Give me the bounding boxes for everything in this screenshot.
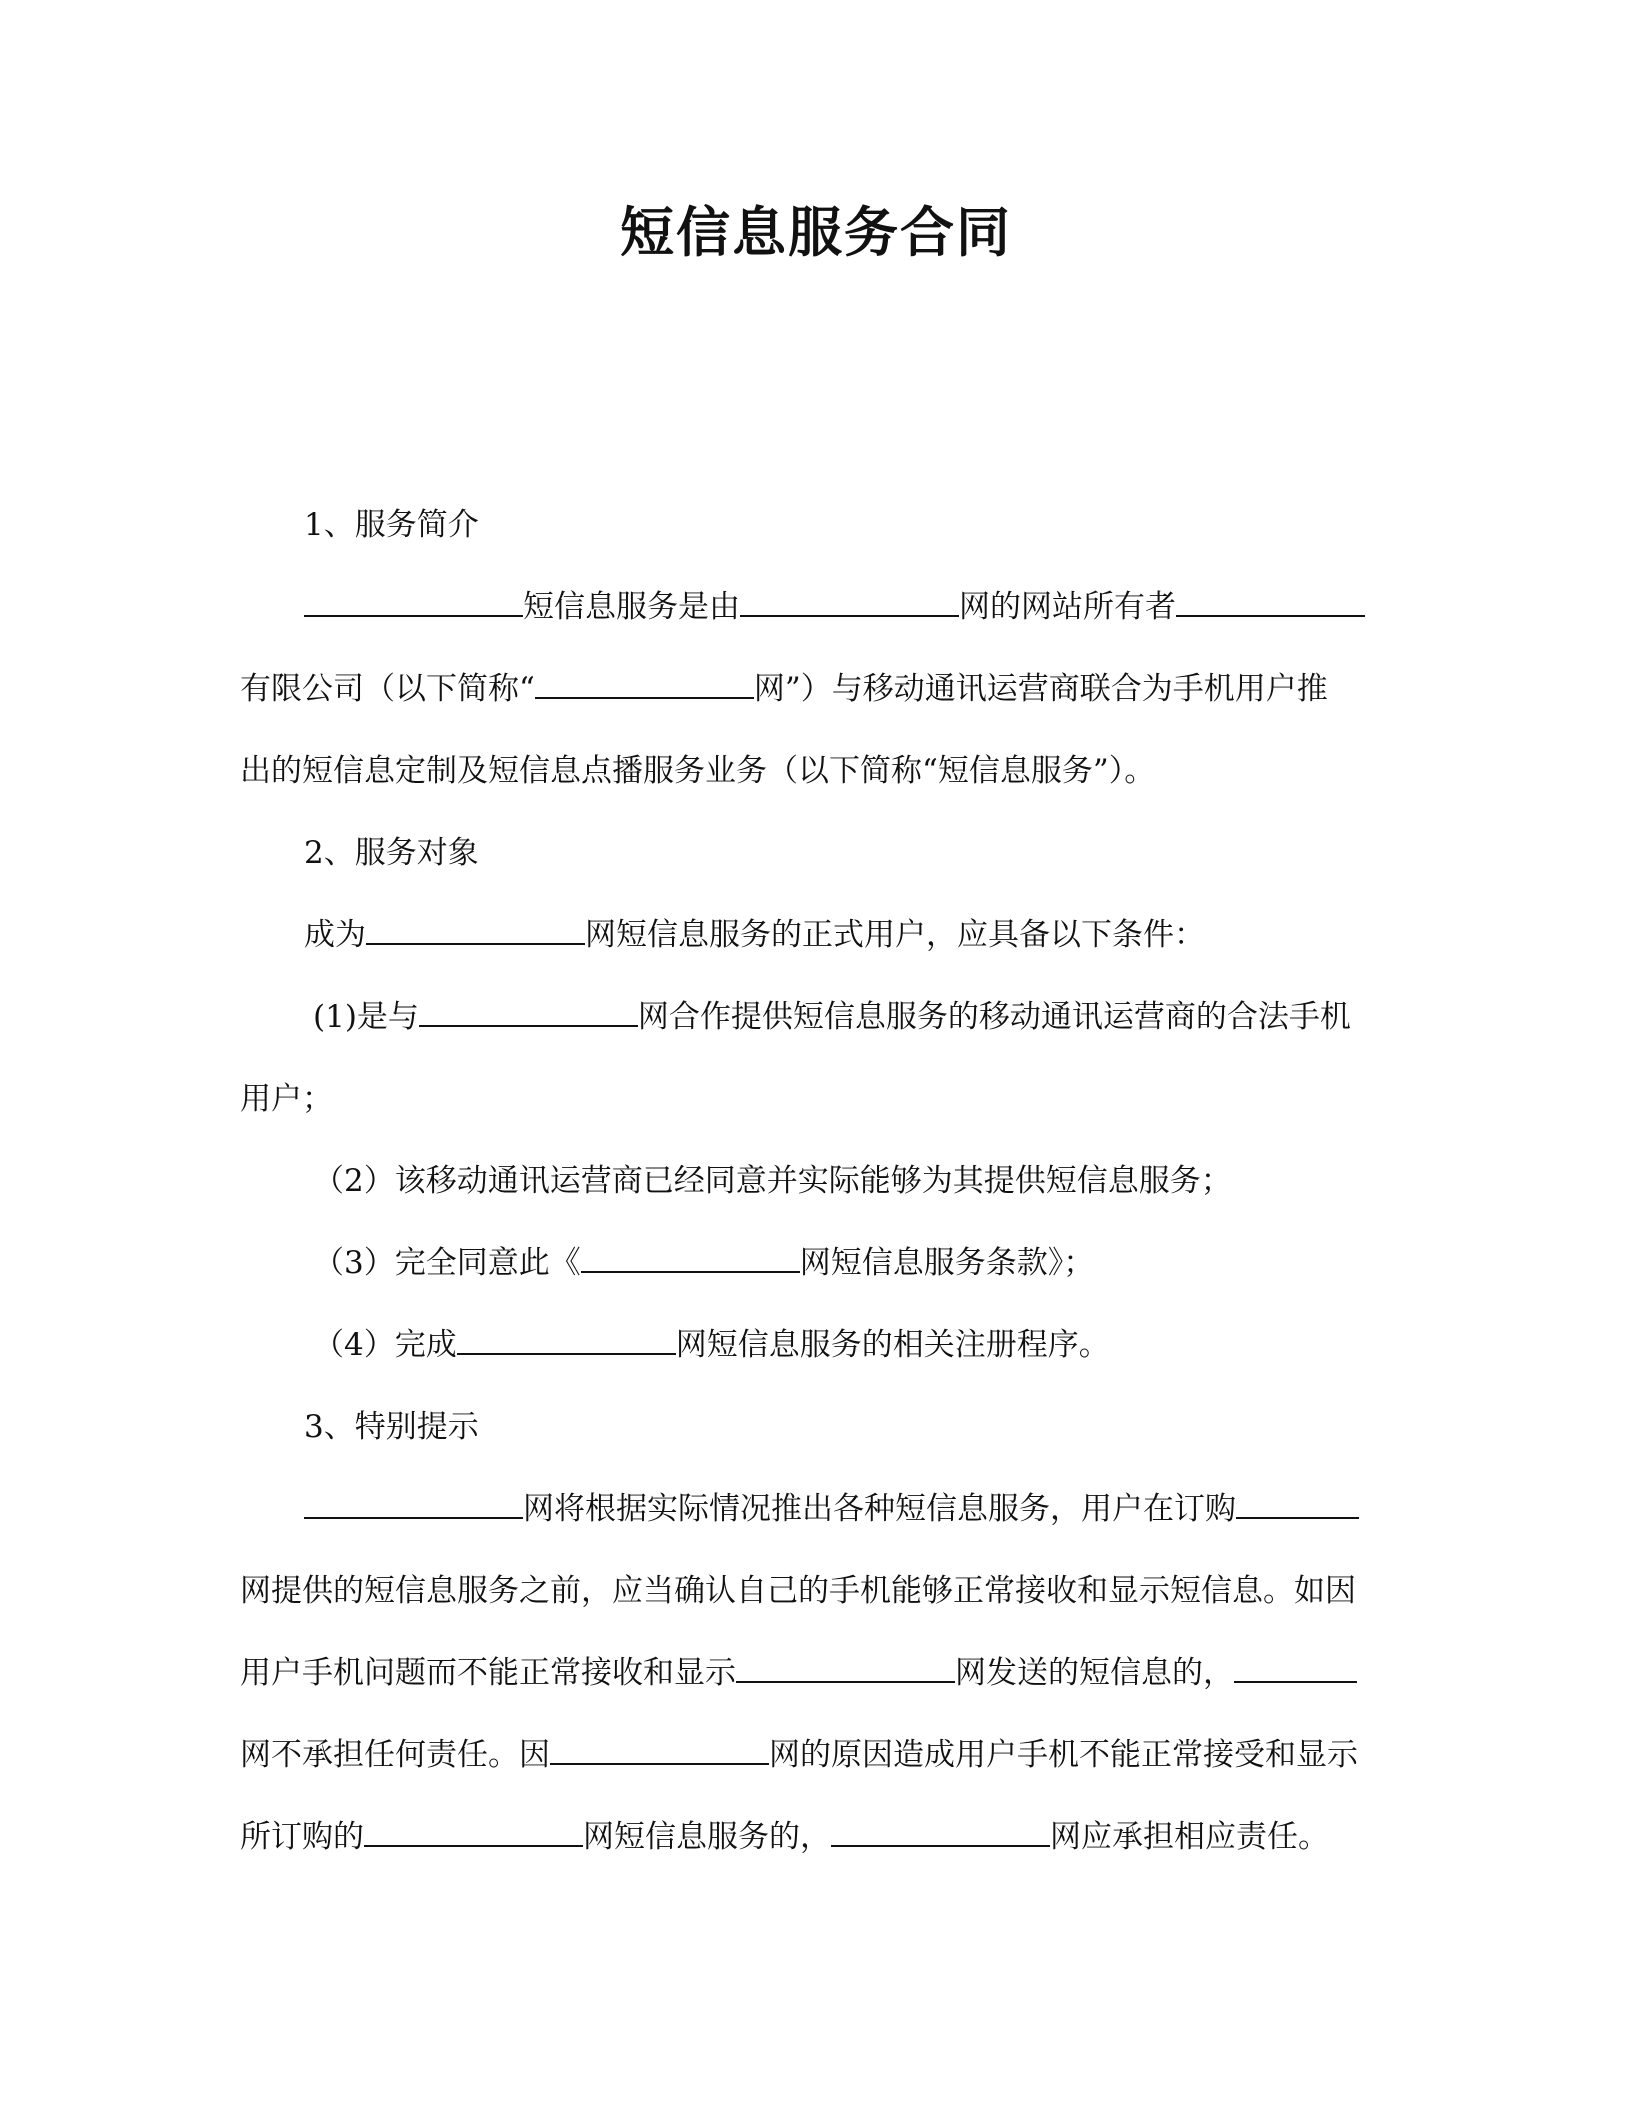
document-title: 短信息服务合同 [620, 201, 1012, 264]
text-segment: (1)是与 [313, 999, 419, 1035]
text-line [240, 1730, 1380, 1812]
fill-in-blank [740, 585, 959, 617]
text-line [240, 500, 1380, 582]
text-line [240, 746, 1380, 828]
fill-in-blank [581, 1241, 800, 1273]
text-line [240, 1566, 1380, 1648]
fill-in-blank [535, 667, 754, 699]
text-line [240, 582, 1380, 664]
text-segment: 成为 [304, 917, 366, 953]
text-segment: 用户； [240, 1081, 333, 1117]
text-line [240, 1074, 1380, 1156]
text-line [240, 1320, 1380, 1402]
text-line [240, 910, 1380, 992]
fill-in-blank [1234, 1651, 1357, 1683]
fill-in-blank [304, 1487, 523, 1519]
text-line [240, 1402, 1380, 1484]
text-line [240, 1156, 1380, 1238]
text-segment: 网发送的短信息的， [955, 1655, 1234, 1691]
text-line [240, 1648, 1380, 1730]
fill-in-blank [364, 1815, 583, 1847]
text-segment: 2、服务对象 [304, 835, 479, 871]
text-segment: 网的原因造成用户手机不能正常接受和显示 [769, 1737, 1358, 1773]
text-segment: （3）完全同意此《 [313, 1245, 581, 1281]
text-segment: 网短信息服务条款》； [799, 1245, 1095, 1281]
fill-in-blank [550, 1733, 769, 1765]
document-body [240, 500, 1380, 1894]
fill-in-blank [1176, 585, 1365, 617]
text-segment: 网将根据实际情况推出各种短信息服务，用户在订购 [523, 1491, 1236, 1527]
text-segment: 有限公司（以下简称“ [240, 671, 535, 707]
text-line [240, 1238, 1380, 1320]
text-segment: 所订购的 [240, 1819, 364, 1855]
text-segment: 3、特别提示 [304, 1409, 479, 1445]
fill-in-blank [366, 913, 585, 945]
fill-in-blank [736, 1651, 955, 1683]
text-line [240, 992, 1380, 1074]
text-segment: 网”）与移动通讯运营商联合为手机用户推 [753, 671, 1328, 707]
text-line [240, 1484, 1380, 1566]
fill-in-blank [831, 1815, 1050, 1847]
text-segment: 网短信息服务的相关注册程序。 [675, 1327, 1110, 1363]
fill-in-blank [1236, 1487, 1359, 1519]
text-segment: 出的短信息定制及短信息点播服务业务（以下简称“短信息服务”）。 [240, 753, 1156, 789]
text-segment: 网的网站所有者 [959, 589, 1176, 625]
fill-in-blank [419, 995, 638, 1027]
text-segment: 网合作提供短信息服务的移动通讯运营商的合法手机 [637, 999, 1351, 1035]
text-segment: 网短信息服务的正式用户，应具备以下条件： [585, 917, 1205, 953]
text-segment: 网不承担任何责任。因 [240, 1737, 550, 1773]
text-segment: 1、服务简介 [304, 507, 479, 543]
text-segment: 短信息服务是由 [523, 589, 740, 625]
text-segment: 网短信息服务的， [583, 1819, 831, 1855]
text-segment: 用户手机问题而不能正常接收和显示 [240, 1655, 736, 1691]
text-line [240, 828, 1380, 910]
text-segment: 网应承担相应责任。 [1050, 1819, 1329, 1855]
text-line [240, 664, 1380, 746]
fill-in-blank [457, 1323, 676, 1355]
text-segment: （4）完成 [313, 1327, 457, 1363]
text-line [240, 1812, 1380, 1894]
text-segment: （2）该移动通讯运营商已经同意并实际能够为其提供短信息服务； [313, 1163, 1232, 1199]
fill-in-blank [304, 585, 523, 617]
text-segment: 网提供的短信息服务之前，应当确认自己的手机能够正常接收和显示短信息。如因 [240, 1573, 1356, 1609]
